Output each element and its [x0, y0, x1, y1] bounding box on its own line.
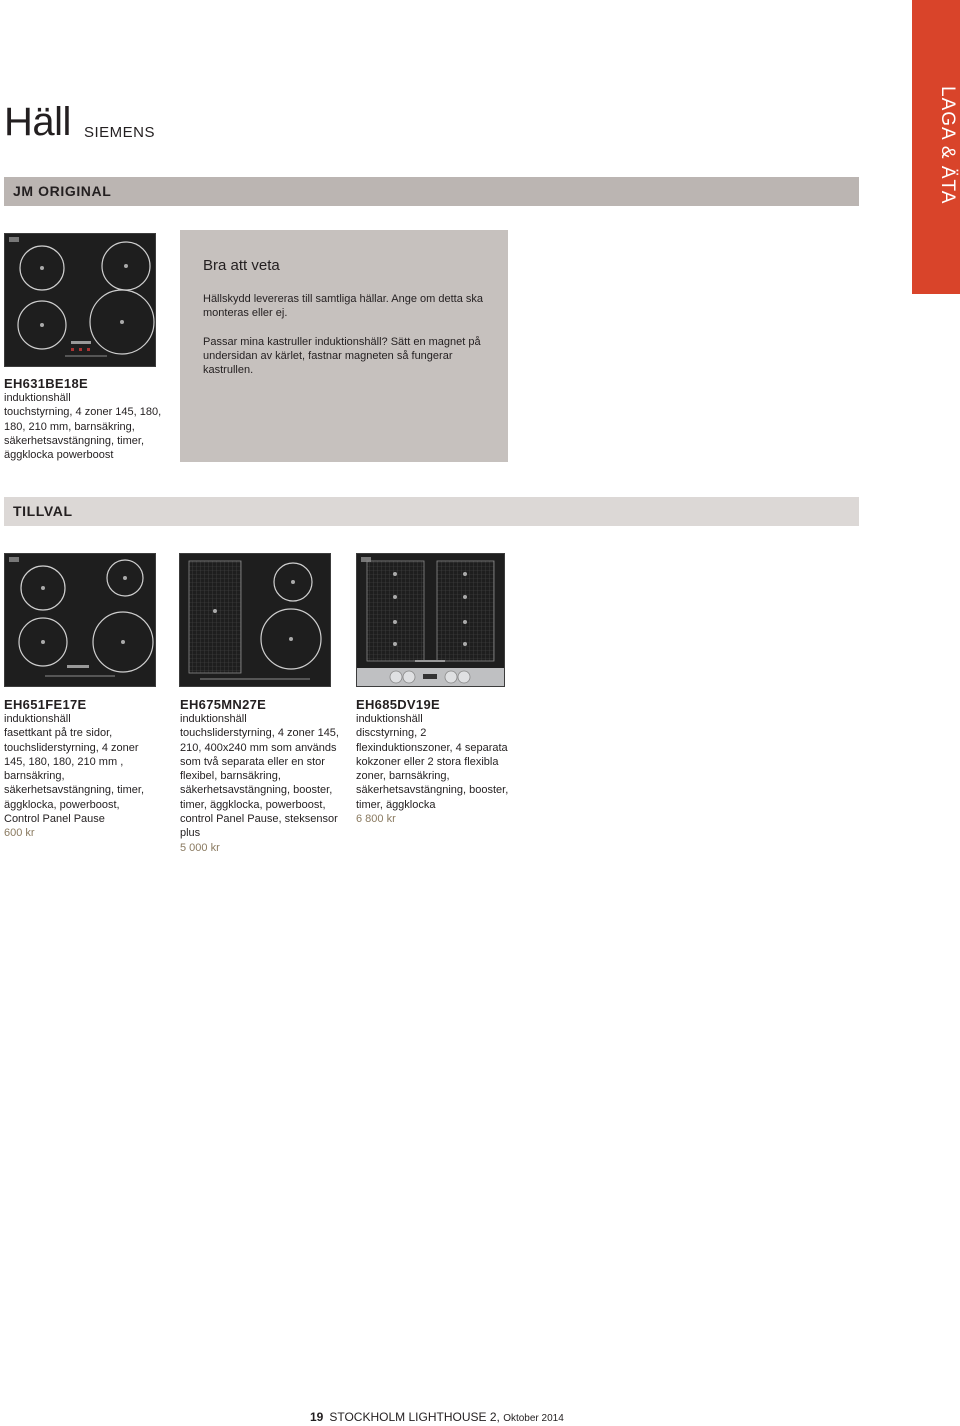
section-bar-tillval [4, 497, 859, 526]
product-image-original [4, 233, 156, 367]
footer-date: Oktober 2014 [503, 1413, 564, 1424]
product-image-opt2 [179, 553, 331, 687]
info-box [180, 230, 508, 462]
footer [310, 1410, 564, 1424]
section-label-original: JM ORIGINAL [13, 183, 112, 199]
info-title: Bra att veta [203, 257, 280, 274]
page-number: 19 [310, 1410, 324, 1424]
product-description: touchsliderstyrning, 4 zoner 145, 210, 400x240 mm som används som två separata eller en stor flexibel, barnsäkring, säkerhetsavstängning, booster, timer, äggklocka, powerboost, control Panel Pause, steksensor plus [180, 727, 339, 840]
footer-project: STOCKHOLM LIGHTHOUSE 2, [329, 1410, 500, 1424]
product-price: 6 800 kr [356, 813, 396, 826]
product-model: EH651FE17E [4, 697, 87, 712]
info-paragraph-1: Hällskydd levereras till samtliga hällar. Ange om detta ska monteras eller ej. [203, 293, 484, 319]
product-type: induktionshäll [356, 713, 423, 725]
product-model: EH685DV19E [356, 697, 440, 712]
product-type: induktionshäll [180, 713, 247, 725]
product-opt1 [4, 697, 154, 841]
product-model: EH631BE18E [4, 376, 88, 391]
product-description: discstyrning, 2 flexinduktionszoner, 4 separata kokzoner eller 2 stora flexibla zoner, barnsäkring, säkerhetsavstängning, booster, timer, äggklocka [356, 727, 509, 811]
side-tab [912, 0, 960, 294]
product-type: induktionshäll [4, 392, 71, 404]
product-price: 5 000 kr [180, 841, 220, 854]
product-image-opt3 [356, 553, 505, 687]
product-opt3 [356, 697, 516, 826]
product-original [4, 376, 164, 462]
section-label-tillval: TILLVAL [13, 503, 73, 519]
info-paragraph-2: Passar mina kastruller induktionshäll? Sätt en magnet på undersidan av kärlet, fastnar magneten så fungerar kastrullen. [203, 336, 481, 376]
section-bar-original [4, 177, 859, 206]
product-description: fasettkant på tre sidor, touchsliderstyrning, 4 zoner 145, 180, 180, 210 mm , barnsäkring, säkerhetsavstängning, timer, äggklocka, powerboost, Control Panel Pause [4, 727, 145, 826]
product-model: EH675MN27E [180, 697, 267, 712]
side-tab-label: LAGA & ÄTA [937, 86, 958, 205]
brand-name: SIEMENS [84, 124, 156, 141]
product-type: induktionshäll [4, 713, 71, 725]
page-title: Häll [4, 100, 71, 144]
product-price: 600 kr [4, 827, 35, 840]
product-description: touchstyrning, 4 zoner 145, 180, 180, 210 mm, barnsäkring, säkerhetsavstängning, timer, äggklocka powerboost [4, 406, 162, 462]
product-image-opt1 [4, 553, 156, 687]
product-opt2 [180, 697, 340, 855]
